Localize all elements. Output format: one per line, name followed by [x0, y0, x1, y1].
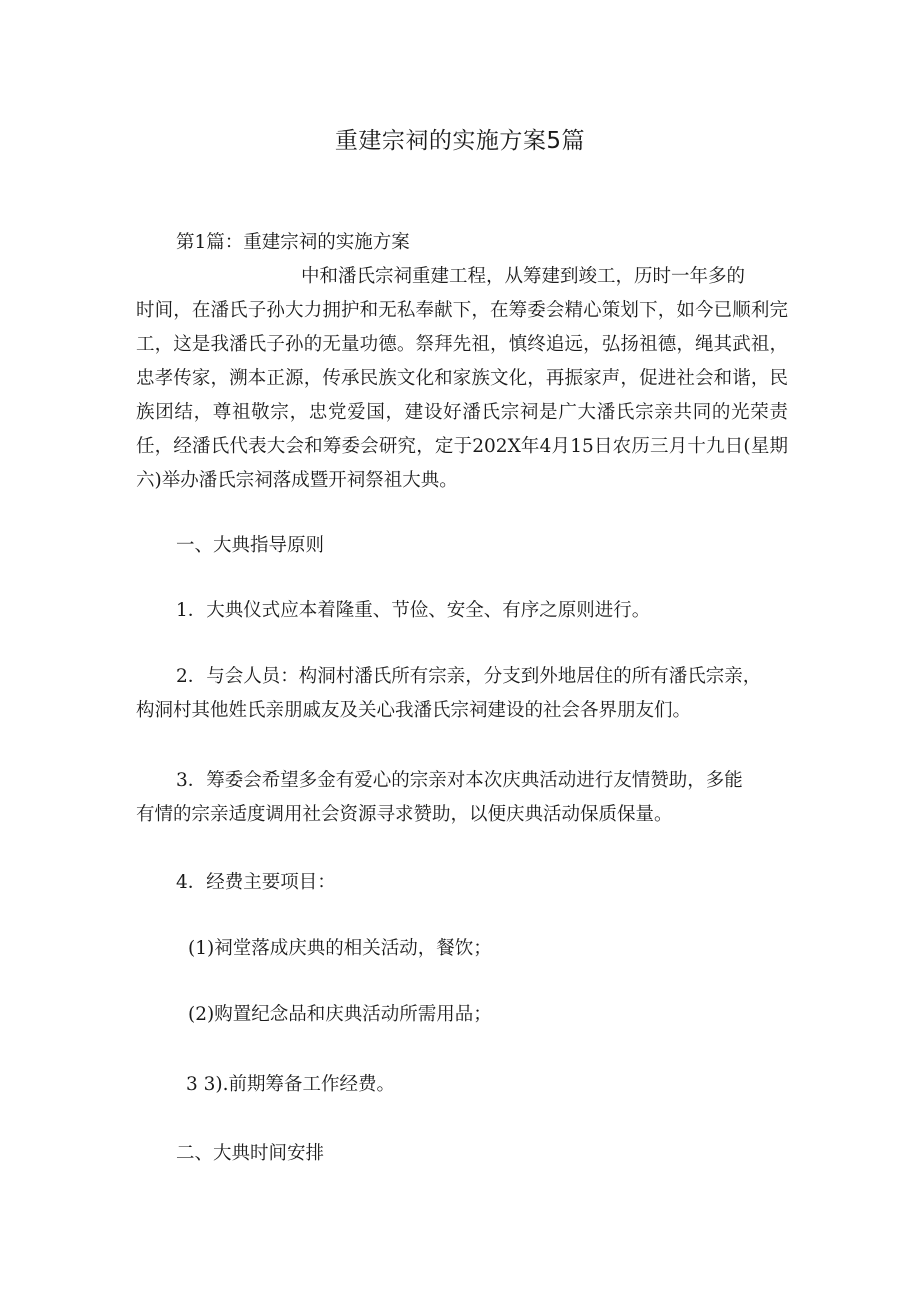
document-title: 重建宗祠的实施方案5篇 — [334, 128, 586, 154]
list-item-3-body: 有情的宗亲适度调用社会资源寻求赞助，以便庆典活动保质保量。 — [136, 804, 673, 825]
list-item-2-body: 构洞村其他姓氏亲朋戚友及关心我潘氏宗祠建设的社会各界朋友们。 — [136, 700, 692, 721]
intro-paragraph: 时间，在潘氏子孙大力拥护和无私奉献下，在筹委会精心策划下，如今已顺利完工，这是我潘氏子孙的无量功德。祭拜先祖，慎终追远，弘扬祖德，绳其武祖，忠孝传家，溯本正源，传承民族文化和家族文化，再振家声，促进社会和谐，民族团结，尊祖敬宗，忠党爱国，建设好潘氏宗祠是广大潘氏宗亲共同的光荣责任，经潘氏代表大会和筹委会研究，定于202X年4月15日农历三月十九日(星期六)举办潘氏宗祠落成暨开祠祭祖大典。 — [136, 300, 788, 491]
sub-item-1: (1)祠堂落成庆典的相关活动，餐饮； — [188, 938, 492, 959]
list-item-1: 1．大典仪式应本着隆重、节俭、安全、有序之原则进行。 — [176, 600, 651, 621]
heading-guiding-principles: 一、大典指导原则 — [176, 535, 325, 556]
heading-schedule: 二、大典时间安排 — [176, 1143, 325, 1164]
section-heading: 第1篇：重建宗祠的实施方案 — [176, 232, 410, 253]
intro-first-line: 中和潘氏宗祠重建工程，从筹建到竣工，历时一年多的 — [301, 266, 746, 287]
list-item-3-lead: 3．筹委会希望多金有爱心的宗亲对本次庆典活动进行友情赞助，多能 — [176, 770, 743, 791]
sub-item-2: (2)购置纪念品和庆典活动所需用品； — [188, 1004, 492, 1025]
list-item-2-lead: 2．与会人员：构洞村潘氏所有宗亲，分支到外地居住的所有潘氏宗亲， — [176, 666, 762, 687]
sub-item-3: 3 3).前期筹备工作经费。 — [186, 1074, 396, 1095]
list-item-4: 4．经费主要项目： — [176, 872, 336, 893]
